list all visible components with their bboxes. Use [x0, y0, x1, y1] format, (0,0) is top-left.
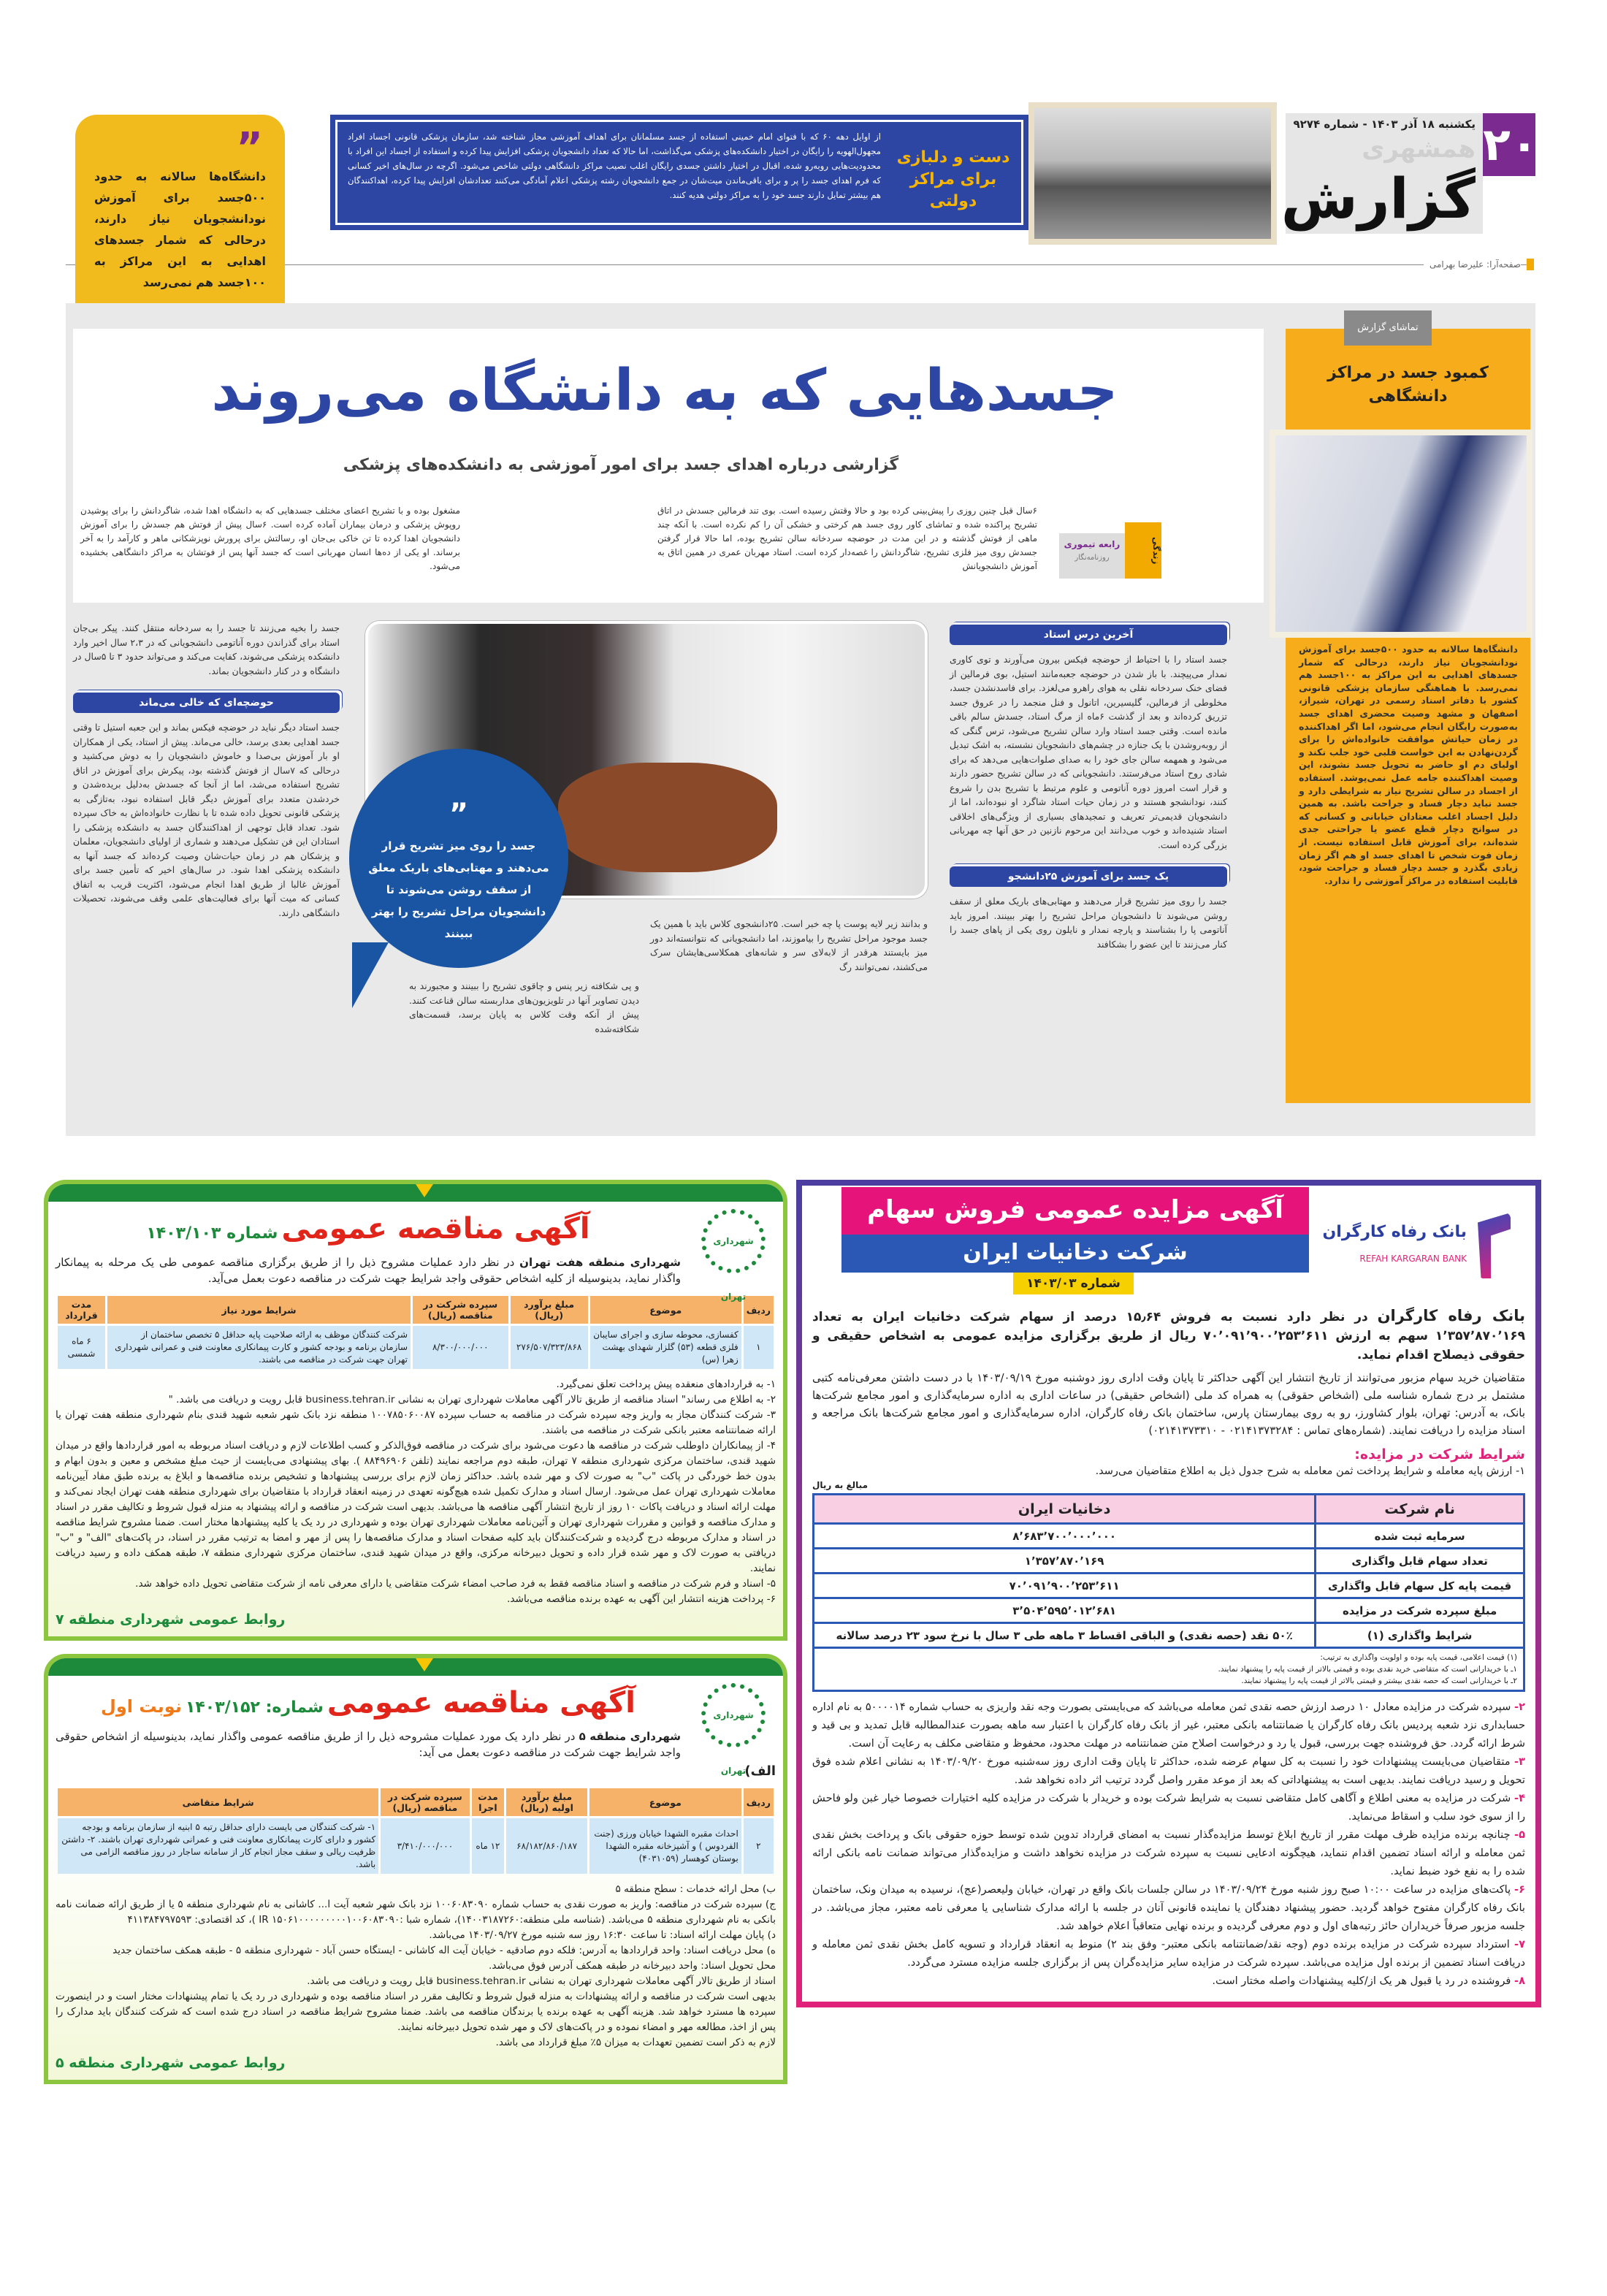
table-row	[814, 1574, 1524, 1598]
column-header: سپرده شرکت در مناقصه (ریال)	[413, 1296, 508, 1324]
bank-logo	[1306, 1213, 1518, 1278]
auction-lead	[812, 1306, 1525, 1365]
section-heading: حوضچه‌ای که خالی می‌ماند	[73, 693, 340, 713]
section-2-text: جسد را روی میز تشریح قرار می‌دهند و مهتابی‌های باریک معلق از سقف روشن می‌شوند تا دانشجویان مراحل تشریح را بهتر ببینند. امروز باید آناتومی پا را بشناسند و پارچه نمدار و نایلون روی یکی از پاهای جسد را کنار می‌زنند تا این عضو را بشکافند	[950, 896, 1227, 950]
article-headline: جسدهایی که به دانشگاه می‌روند	[211, 358, 1118, 424]
table-note: ۲ـ با خریدارانی است که حصه نقدی بیشتر و قیمتی بالاتر از قیمت پایه را پیشنهاد نمایند.	[1241, 1677, 1517, 1685]
table-cell: شرکت کنندگان موظف به ارائه صلاحیت پایه حداقل ۵ تخصص ساختمان از سازمان برنامه و بودجه کشور و کارت پیمانکاری معاونت فنی و عمرانی شهرداری تهران جهت شرکت در مناقصه می باشند.	[107, 1326, 411, 1369]
column-header: نام شرکت	[1316, 1495, 1524, 1524]
column-header: موضوع	[589, 1788, 741, 1816]
auction-title: آگهی مزایده عمومی فروش سهام	[841, 1187, 1309, 1235]
auction-condition	[812, 1789, 1525, 1826]
tender-note: ب) محل ارائه خدمات : سطح منطقه ۵	[615, 1883, 776, 1895]
tender-note: ۱- به قراردادهای منعقده پیش پرداخت تعلق نمی‌گیرد.	[556, 1378, 776, 1390]
column-header: مبلغ برآورد اولیه (ریال)	[506, 1788, 587, 1816]
bank-logo-icon	[1478, 1213, 1511, 1278]
column-header: شرایط متقاضی	[58, 1788, 378, 1816]
tender-intro	[56, 1254, 681, 1286]
bank-name-en: REFAH KARGARAN BANK	[1359, 1254, 1467, 1264]
tender-notes	[56, 1882, 776, 2051]
auction-condition-1: ۱- ارزش پایه معامله و شرایط پرداخت ثمن معامله به شرح جدول ذیل به اطلاع متقاضیان می‌رسد.	[1095, 1465, 1525, 1477]
condition-text: سپرده شرکت در مزایده معادل ۱۰ درصد ارزش حصه نقدی ثمن معامله می‌باشد که می‌بایستی بصورت وجه نقد واریزی به حساب شماره ۵۰۰۰۰۱۴ به نام اداره حسابداری نزد شعبه پردیس بانک رفاه کارگران یا ضمانتنامه بانکی معتبر، غیر از بانک رفاه کارگران با اعتبار سه ماهه بصورت عندالمطالبه قابل تمدید و بی قید و شرط ارائه گردد. حق فروشنده جهت بررسی، قبول یا رد و درخواست اصلاح متن ضمانتنامه در مهلت محدود، محفوظ و متقاضی مکلف به رعایت آن است.	[812, 1701, 1525, 1750]
table-cell: ۱	[744, 1326, 774, 1369]
condition-number: ۵-	[1514, 1828, 1525, 1841]
table-cell: ۳/۴۱۰/۰۰۰/۰۰۰	[381, 1818, 469, 1874]
auction-header	[812, 1186, 1525, 1306]
table-header-row	[814, 1495, 1524, 1524]
teaser-text: از اوایل دهه ۶۰ که با فتوای امام خمینی استفاده از جسد مسلمانان برای اهداف آموزشی مجاز شناخته شد، سازمان پزشکی قانونی اجساد افراد مجهول‌الهویه را رایگان در اختیار دانشکده‌های پزشکی می‌گذاشت، اما حالا که تعداد دانشجویان پزشکی افزایش پیدا کرده و استفاده از اجساد این افراد با محدودیت‌هایی روبه‌رو شده، اقبال در اختیار داشتن جسدی رایگان اغلب نصیب مراکز دانشگاهی دولتی شاخص می‌شود. اگرچه در سال‌های اخیر کسانی که فرم اهدای جسد را پر و برای باقی‌ماندن میت‌شان در جمع دانشجویان رشته پزشکی اعلام آمادگی می‌کنند تعدادشان افزایش پیدا کرده، اهداکنندگان هم بیشتر تمایل دارند جسد خود را به مراکز دولتی هدیه کنند.	[348, 131, 881, 200]
auction-company: شرکت دخانیات ایران	[841, 1235, 1309, 1273]
table-cell: ۱۲ ماه	[472, 1818, 505, 1874]
section-heading: آخرین درس استاد	[950, 625, 1227, 645]
newspaper-brand: همشهری	[1362, 134, 1476, 164]
section-heading: یک جسد برای آموزش ۲۵دانشجو	[950, 866, 1227, 887]
tehran-municipality-logo: شهرداری تهران	[701, 1209, 766, 1273]
row-label: قیمت پایه کل سهام قابل واگذاری	[1316, 1574, 1524, 1598]
column-header: مبلغ برآورد (ریال)	[511, 1296, 588, 1324]
tender-note: ۶- پرداخت هزینه انتشار این آگهی به عهده برنده مناقصه می‌باشد.	[507, 1593, 776, 1605]
column-header: مدت قرارداد	[58, 1296, 105, 1324]
auction-conditions-title: شرایط شرکت در مزایده:	[1354, 1446, 1525, 1462]
issue-date: یکشنبه ۱۸ آذر ۱۴۰۳ - شماره ۹۲۷۴	[1293, 118, 1476, 131]
tender-note: ج) سپرده شرکت در مناقصه: واریز به صورت نقدی به حساب شماره ۱۰۰۶۰۸۳۰۹۰ نزد بانک شهر شعبه آیت ا... کاشانی به نام شهرداری منطقه ۵ یا از طریق ارائه ضمانت نامه بانکی به نام شهرداری منطقه ۵ می‌باشد. (شناسه ملی منطقه:۱۴۰۰۳۱۸۷۲۶۰)، شماره شبا :IR ۱۵۰۶۱۰۰۰۰۰۰۰۰۰۱۰۰۶۰۸۳۰۹۰ )، کد اقتصادی: ۴۱۱۳۸۴۷۹۷۵۹۳	[56, 1899, 776, 1926]
article-column-right	[950, 625, 1227, 951]
table-row	[814, 1598, 1524, 1623]
category-tag: زندگی	[1125, 522, 1161, 579]
auction-condition	[812, 1752, 1525, 1789]
left-col-text: جسد را بخیه می‌زنند تا جسد را به سردخانه منتقل کنند. پیکر بی‌جان استاد برای گذراندن دوره آناتومی دانشجویانی که در ۲،۳ سال اخیر وارد دانشکده پزشکی می‌شوند، کفایت می‌کند و می‌تواند حدود ۳ تا ۵سال در دانشگاه و در کنار دانشجویان بماند.	[73, 622, 340, 676]
table-cell: ۲	[744, 1818, 774, 1874]
table-row	[814, 1549, 1524, 1574]
column-header: ردیف	[744, 1296, 774, 1324]
share-table-notes	[812, 1649, 1525, 1692]
tender-issuer: شهرداری منطقه ۵	[579, 1730, 681, 1743]
bubble-tail	[352, 942, 389, 1008]
auction-conditions	[812, 1698, 1525, 1990]
column-header: مدت اجرا	[472, 1788, 505, 1816]
row-label: سرمایه ثبت شده	[1316, 1524, 1524, 1549]
tender-title-text: آگهی مناقصه عمومی	[327, 1686, 635, 1720]
table-cell: ۲۷۶/۵۰۷/۳۲۳/۸۶۸	[511, 1326, 588, 1369]
tender-note: ه) محل دریافت اسناد: واحد قراردادها به آدرس: فلکه دوم صادقیه - خیابان آیت اله کاشانی - ایستگاه حسن آباد - شهرداری منطقه ۵ - طبقه همکف ساختمان جدید	[112, 1945, 776, 1956]
table-note: ۱ـ با خریدارانی است که متقاضی خرید نقدی بوده و قیمتی بالاتر از قیمت پایه را پیشنهاد نمایند.	[1218, 1665, 1517, 1674]
condition-number: ۴-	[1514, 1792, 1525, 1804]
tender-ad-region-7	[44, 1180, 787, 1641]
condition-text: پاکت‌های مزایده در ساعت ۱۰:۰۰ صبح روز شنبه مورخ ۱۴۰۳/۰۹/۲۴ در سالن جلسات بانک واقع در تهران، خیابان ولیعصر(عج)، نرسیده به میدان ونک، ساختمان بانک رفاه کارگران مفتوح خواهد گردید. حضور پیشنهاد دهندگان یا نماینده قانونی آنان در جلسه با ارائه مدارک شناسایی یا معرفی نامه معتبر، مجاز می‌باشد. در جلسه مزبور صرفاً خریداران حائز رتبه‌های اول و دوم معرفی گردیده و برنده نهایی متعاقباً اعلام خواهد شد.	[812, 1883, 1525, 1932]
column-header: ردیف	[744, 1788, 774, 1816]
tender-note: ۴- از پیمانکاران داوطلب شرکت در مناقصه ها دعوت می‌شود برای شرکت در مناقصه فوق‌الذکر و کسب اطلاعات لازم و دریافت اسناد مربوطه به امور قراردادها واقع در میدان شهید قندی، ساختمان مرکزی شهرداری منطقه ۷ تهران، طبقه دوم مراجعه نمایند (تلفن ۸۸۴۹۶۹۰۶ ). بهای پیشنهادی می‌بایست از حیث مبلغ مشخص و معین و بدون ابهام و بدون خط خوردگی در پاکت "ب" به صورت لاک و مهر شده باشد. حداکثر زمان لازم برای بررسی پیشنهادها و تشخیص برنده مناقصه‌ها و ابلاغ به برنده طبق مفاد آیین‌نامه معاملات شهرداری تهران عمل می‌شود. ارسال اسناد و مدارک تکمیل شده هیچ‌گونه تعهدی در زمینه انعقاد قرارداد با متقاضیان برای شهرداری منطقه هفت تهران ایجاد نمی‌کند و مهلت ارائه اسناد و دریافت پاکات ۱۰ روز از تاریخ انتشار آگهی مناقصه ها می‌باشد. بدیهی است شرکت در مناقصه و ارائه پیشنهاد به منزله قبول شروط و تکالیف مقرر در اسناد و مدارک مناقصه و قوانین و مقررات شهرداری تهران و آئین‌نامه معاملات شهرداری تهران بوده و شهرداری در رد یک یا کلیه پیشنهادها مختار است. ضمنا مشروح شرایط مناقصه در اسناد و مدارک مربوطه درج گردیده و شرکت‌کنندگان باید کلیه صفحات اسناد و مدارک مناقصه‌ها را پس از مهر و امضا به ترتیب مقرر در اسناد، در پاکت‌های "الف" و "ب" دریافتی به صورت لاک و مهر شده قرار داده و تحویل دبیرخانه مرکزی، واقع در میدان شهید قندی، ساختمان مرکزی شهرداری منطقه ۷، طبقه همکف داده و رسید دریافت نمایند.	[56, 1440, 776, 1574]
condition-number: ۶-	[1514, 1883, 1525, 1896]
table-row	[58, 1818, 774, 1874]
row-value: ۸٬۶۸۳٬۷۰۰٬۰۰۰٬۰۰۰	[814, 1524, 1316, 1549]
article-subheadline: گزارشی درباره اهدای جسد برای امور آموزشی به دانشکده‌های پزشکی	[343, 456, 899, 474]
column-header: دخانیات ایران	[814, 1495, 1316, 1524]
table-header-row	[58, 1788, 774, 1816]
row-value: ۷۰٬۰۹۱٬۹۰۰٬۲۵۳٬۶۱۱	[814, 1574, 1316, 1598]
byline	[1059, 533, 1125, 579]
column-header: سپرده شرکت در مناقصه (ریال)	[381, 1788, 469, 1816]
tender-title	[56, 1686, 681, 1720]
article-intro-2	[80, 504, 460, 573]
tender-note: ۵- اسناد و فرم شرکت در مناقصه و اسناد مناقصه فقط به فرد صاحب امضاء شرکت متقاضی یا دارای معرفی نامه از شرکت متقاضی تحویل داده خواهد شد.	[135, 1578, 776, 1590]
tender-footer: روابط عمومی شهرداری منطقه ۵	[56, 2055, 286, 2071]
tender-number: شماره ۱۴۰۳/۱۰۳	[146, 1224, 278, 1243]
table-cell: ۱- شرکت کنندگان می بایست دارای حداقل رتبه ۵ ابنیه از سازمان برنامه و بودجه کشور و دارای کارت پیمانکاری معاونت فنی و عمرانی شهرداری تهران باشند. ۲- داشتن ظرفیت ریالی و سقف مجاز انجام کار از سامانه ساجار در روز مناقصه الزامی می باشد.	[58, 1818, 378, 1874]
table-row	[814, 1524, 1524, 1549]
teaser-box	[330, 115, 1028, 230]
sidebar-title: کمبود جسد در مراکز دانشگاهی	[1327, 364, 1489, 405]
tender-round: نوبت اول	[101, 1696, 182, 1717]
photo-quote-text: جسد را روی میز تشریح قرار می‌دهند و مهتابی‌های باریک معلق از سقف روشن می‌شوند تا دانشجویان مراحل تشریح را بهتر ببینند	[368, 839, 549, 940]
sidebar-text: دانشگاه‌ها سالانه به حدود ۵۰۰جسد برای آموزش نودانشجویان نیاز دارند، درحالی که شمار جسدهای اهدایی به این مراکز به ۱۰۰جسد هم نمی‌رسد. با هماهنگی سازمان پزشکی قانونی کشور با دفاتر اسناد رسمی در تهران، شیراز، اصفهان و مشهد وصیت محضری اهدای جسد به‌صورت رایگان انجام می‌شود، اما اگر اهداکننده در زمان حیاتش موافقت خانواده‌اش را برای گردن‌نهادن به این خواست قلبی خود جلب نکند و اولیای دم او حاضر به تحویل جسد نشوند، این وصیت اهداکننده جامه عمل نمی‌پوشد. استفاده از اجساد در سالن تشریح نیاز به شرایطی دارد و جسد نباید دچار فساد و جراحت باشد. به همین دلیل اجساد اغلب معتادان خیابانی و کسانی که در سوانح دچار قطع عضو یا جراحتی جدی شده‌اند، برای آموزش قابل استفاده نیست. از زمان فوت شخص تا اهدای جسد او هم اگر زمان زیادی بگذرد و جسد دچار فساد و جراحت شود، قابلیت استفاده در مراکز آموزشی را ندارد.	[1299, 644, 1518, 886]
tender-intro	[56, 1728, 681, 1761]
auction-lead-text: در نظر دارد نسبت به فروش ۱۵٫۶۴ درصد از سهام شرکت دخانیات ایران به تعداد ۱٬۳۵۷٬۸۷۰٬۱۶۹ سهم به ارزش ۷۰٬۰۹۱٬۹۰۰٬۲۵۳٬۶۱۱ ریال از طریق برگزاری مزایده عمومی به اشخاص حقیقی و حقوقی ذیصلاح اقدام نماید.	[812, 1310, 1525, 1362]
dissection-room-photo	[1028, 102, 1277, 245]
tender-title	[56, 1212, 681, 1246]
tender-title-text: آگهی مناقصه عمومی	[281, 1212, 590, 1246]
column-header: شرایط مورد نیاز	[107, 1296, 411, 1324]
condition-number: ۲-	[1514, 1701, 1525, 1713]
row-label: مبلغ سپرده شرکت در مزایده	[1316, 1598, 1524, 1623]
left-ads-column	[44, 1180, 787, 2084]
tender-note: بدیهی است شرکت در مناقصه و ارائه پیشنهادات به منزله قبول شروط و تکالیف مقرر در اسناد مناقصه بوده و شهرداری در رد یک یا تمام پیشنهادات مختار است و در اینصورت سپرده ها مسترد خواهد شد. هزینه آگهی به عهده برنده یا برندگان مناقصه می باشد. ضمنا مشروح شرایط مناقصه در اسناد درج شده است که شرکت کنندگان باید مدارک را پس از اخذ، مطالعه مهر و امضاء نموده و در پاکت‌های لاک و مهر شده تحویل دبیرخانه نمایند.	[56, 1991, 776, 2033]
layout-credit: صفحه‌آرا: علیرضا بهرامی	[1424, 259, 1521, 270]
table-row	[58, 1326, 774, 1369]
row-value: ۱٬۳۵۷٬۸۷۰٬۱۶۹	[814, 1549, 1316, 1574]
pull-quote-text: دانشگاه‌ها سالانه به حدود ۵۰۰جسد برای آموزش نودانشجویان نیاز دارند، درحالی که شمار جسدهای اهدایی به این مراکز به ۱۰۰جسد هم نمی‌رسد	[94, 169, 266, 289]
tender-intro-text: در نظر دارد یک مورد عملیات مشروحه ذیل را از طریق مناقصه عمومی واگذار نماید، بدینوسیله از اشخاص حقوقی واجد شرایط جهت شرکت در مناقصه دعوت بعمل می آید:	[56, 1730, 681, 1759]
share-table	[812, 1493, 1525, 1649]
tender-ad-region-5	[44, 1654, 787, 2084]
condition-text: چنانچه برنده مزایده ظرف مهلت مقرر از تاریخ ابلاغ توسط مزایده‌گذار نسبت به امضای قرارداد تدوین شده توسط حوزه حقوقی بانک و پرداخت بخش نقدی ثمن معامله و ارائه اسناد تضمین اقدام ننماید، هیچگونه ادعایی نسبت به سپرده شرکت در مزایده نخواهد داشت و مزایده‌گذار می‌تواند ضمانت نامه بانکی ارائه شده را به نفع خود ضبط نماید.	[812, 1828, 1525, 1877]
condition-text: شرکت در مزایده به معنی اطلاع و آگاهی کامل متقاضی نسبت به شرایط شرکت بوده و خریدار با شرکت در مزایده کلیه اختیارات خصوصا خیار غبن ولو فاحش را از سوی خود سلب و اسقاط می‌نماید.	[812, 1792, 1525, 1823]
author-role: روزنامه‌نگار	[1074, 554, 1110, 562]
tender-note: ۳- شرکت کنندگان مجاز به واریز وجه سپرده شرکت در مناقصه به حساب سپرده ۱۰۰۷۸۵۰۶۰۰۸۷ منطقه نزد بانک شهر شعبه شهید قندی بنام شهرداری منطقه هفت تهران یا ارائه ضمانتنامه معتبر بانکی شرکت در مناقصه می باشند.	[56, 1409, 776, 1436]
condition-number: ۳-	[1514, 1755, 1525, 1768]
tender-note: د) پایان مهلت ارائه اسناد: تا ساعت ۱۶:۳۰ روز سه شنبه مورخ ۱۴۰۳/۰۹/۲۷ می‌باشد.	[429, 1929, 776, 1941]
pull-quote-tab	[75, 115, 285, 312]
tender-notes	[56, 1377, 776, 1607]
sidebar-tag: تماشای گزارش	[1344, 310, 1432, 346]
tender-note: ۲- به اطلاع می رساند" اسناد مناقصه از طریق تالار آگهی معاملات شهرداری تهران به نشانی business.tehran.ir قابل رویت و دریافت می باشد. "	[168, 1394, 776, 1406]
section-title: گزارش	[1280, 166, 1476, 231]
condition-text: فروشنده در رد یا قبول هر یک از/کلیه پیشنهادات واصله مختار است.	[1212, 1975, 1515, 1987]
share-auction-ad	[796, 1180, 1541, 2007]
author-name: رابعه تیموری	[1064, 539, 1121, 549]
tender-issuer: شهرداری منطقه هفت تهران	[519, 1256, 681, 1269]
tehran-municipality-logo: شهرداری تهران	[701, 1683, 766, 1747]
tender-note: محل تحویل اسناد: واحد دبیرخانه در طبقه همکف آدرس فوق می‌باشد.	[489, 1960, 776, 1972]
tender-number: شماره: ۱۴۰۳/۱۵۲	[185, 1698, 324, 1717]
part-label: الف)	[744, 1763, 776, 1779]
table-cell: ۸/۳۰۰/۰۰۰/۰۰۰	[413, 1326, 508, 1369]
quote-icon: ”	[448, 798, 469, 831]
condition-text: متقاضیان می‌بایست پیشنهادات خود را نسبت به کل سهام عرضه شده، حداکثر تا پایان وقت اداری روز سه‌شنبه مورخ ۱۴۰۳/۰۹/۲۰ به نشانی اعلام شده فوق تحویل و رسید دریافت نمایند. بدیهی است به پیشنهاداتی که بعد از موعد مقرر واصل گردد ترتیب اثر داده نخواهد شد.	[812, 1755, 1525, 1786]
tender-note: اسناد از طریق تالار آگهی معاملات شهرداری تهران به نشانی business.tehran.ir قابل رویت و دریافت می باشد.	[307, 1975, 776, 1987]
teaser-title: دست و دلبازی برای مراکز دولتی	[896, 148, 1010, 210]
tender-note: لازم به ذکر است تضمین تعهدات به میزان ۵٪ مبلغ قرارداد می باشد.	[495, 2037, 776, 2048]
under-photo-text-2: و پی شکافته زیر پنس و چاقوی تشریح را ببینند و مجبورند به دیدن تصاویر آنها در تلویزیون‌های مداربسته سالن قناعت کنند. پیش از آنکه وقت کلاس به پایان برسد، قسمت‌های شکافته‌شده	[409, 980, 639, 1034]
auction-condition	[812, 1880, 1525, 1935]
auction-condition	[812, 1826, 1525, 1880]
auction-paragraph: متقاضیان خرید سهام مزبور می‌توانند از تاریخ انتشار این آگهی حداکثر تا پایان وقت اداری روز دوشنبه مورخ ۱۴۰۳/۰۹/۱۹ با در دست داشتن معرفی‌نامه کتبی مشتمل بر درج شماره شناسه ملی (اشخاص حقوقی) به همراه کد ملی (اشخاص حقیقی) در ساعات اداری به اداره سرمایه‌گذاری و امور مجامع شرکت‌ها بانک، به آدرس: تهران، بلوار کشاورز، رو به روی بیمارستان پارس، ساختمان بانک رفاه کارگران، اداره سرمایه‌گذاری و امور مجامع شرکت‌ها بانک مراجعه و اسناد مزایده را دریافت نمایند. (شماره‌های تماس : ۰۲۱۴۱۳۷۳۲۸۴ - ۰۲۱۴۱۳۷۳۳۱۰)	[812, 1371, 1525, 1437]
condition-number: ۷-	[1514, 1938, 1525, 1950]
page-number: ۲۰	[1483, 113, 1535, 176]
section-1-text: جسد استاد را با احتیاط از حوضچه فیکس بیرون می‌آورند و توی کاوری نمدار می‌پیچند. با باز شدن در حوضچه جعبه‌مانند استیل، بوی فرمالین از فضای خنک سردخانه نقلی به هوای راهرو می‌لغزد. برای فاسدنشدن جسد، مخلوطی از فرمالین، گلیسیرین، اتانول و فنل منجمد را در عروق جسد تزریق کرده‌اند و بعد از گذشت ۶ماه از مرگ استاد، جسدش سالم باقی مانده است. وقتی جسد استاد وارد سالن تشریح می‌شود، ترس گنگی که از روبه‌روشدن با یک جنازه در چشم‌های دانشجویان نشسته، به اشک تبدیل می‌شود و همهمه سالن جای خود را به صدای صلوات‌هایی می‌دهد که برای شادی روح استاد می‌فرستند. دانشجویانی که در سالن تشریح حضور دارند و قرار است امروز دوره آناتومی و علوم مرتبط با تشریح بدن را شروع کنند، نودانشجو هستند و در زمان حیات استاد شاگرد او نبوده‌اند، اما از دانشجویان قدیمی‌تر تعریف و تمجیدهای بسیاری از ویژگی‌های اخلاقی استاد شنیده‌اند و خوب می‌دانند این مرحوم نازنین در حق آنها چه مهربانی بزرگی کرده است.	[950, 654, 1227, 850]
quote-icon: ”	[236, 124, 263, 172]
article-column-left	[73, 621, 340, 920]
table-header-row	[58, 1296, 774, 1324]
column-header: موضوع	[590, 1296, 741, 1324]
section-3-text: جسد استاد دیگر نباید در حوضچه فیکس بماند و این جعبه استیل تا وقتی جسد اهدایی بعدی برسد، خالی می‌ماند. پیش از استاد، یکی از همکاران او بار آموزش بی‌صدا و خاموش دانشجویان را به دوش می‌کشید و درحالی که ۷سال از فوتش گذشته بود، پیکرش برای آموزش در اتاق تشریح استفاده می‌شد، اما از آنجا که جسدش به‌دلیل بریده‌شدن و خردشدن متعدد برای آموزش دیگر قابل استفاده نبود، به‌تازگی به پزشکی قانونی تحویل داده شده تا با نظارت خانواده‌اش به خاک سپرده شود. تعداد قابل توجهی از اهداکنندگان جسد به دانشکده پزشکی را استادان این فن تشکیل می‌دهند و شماری از اولیای دانشجویان، معلمان و پزشکان هم در زمان حیات‌شان وصیت کرده‌اند که جسد آنها به دانشکده پزشکی اهدا شود. در سال‌های اخیر که تأمین جسد برای آموزش غالبا از طریق اهدا انجام می‌شود، اکثریت قریب به اتفاق کسانی که میت آنها برای فعالیت‌های علمی وقف می‌شوند، تحصیلات دانشگاهی دارند.	[73, 722, 340, 918]
condition-text: استرداد سپرده شرکت در مزایده برنده دوم (وجه نقد/ضمانتنامه بانکی معتبر- وفق بند ۲) منوط به انعقاد قرارداد و تسویه کامل بخش نقدی ثمن معامله و دریافت اسناد تضمین از برنده اول مزایده می‌باشد. سپرده شرکت در مزایده سایر مزایده‌گران پس از برگزاری جلسه مزایده مسترد می‌گردد.	[812, 1938, 1525, 1969]
amount-unit: مبالغ به ریال	[812, 1480, 869, 1490]
under-photo-text-1: و بدانند زیر لایه پوست پا چه خبر است. ۲۵دانشجوی کلاس باید با همین یک جسد موجود مراحل تشریح را بیاموزند، اما دانشجویانی که نتوانسته‌اند دور میز بایستند هرقدر از لابه‌لای سر و شانه‌های همکلاسی‌هایشان سرک می‌کشند، نمی‌توانند رگ	[650, 918, 928, 972]
row-label: شرایط واگذاری (۱)	[1316, 1623, 1524, 1648]
row-value: ۳٬۵۰۴٬۵۹۵٬۰۱۲٬۶۸۱	[814, 1598, 1316, 1623]
table-note: (۱) قیمت اعلامی، قیمت پایه بوده و اولویت واگذاری به ترتیب:	[1320, 1653, 1517, 1662]
row-value: ۵۰٪ نقد (حصه نقدی) و الباقی اقساط ۳ ماهه طی ۳ سال با نرخ سود ۲۳ درصد سالانه	[814, 1623, 1316, 1648]
photo-quote-bubble	[349, 749, 568, 968]
intro-2-text: مشغول بوده و با تشریح اعضای مختلف جسدهایی که به دانشگاه اهدا شده، شاگردانش را برای پوشیدن روپوش پزشکی و درمان بیماران آماده کرده است. ۶سال پیش از فوتش هم جسدش را برای آموزش دانشجویان اهدا کرده تا تن خاکی بی‌جان او، رسالتش برای پرورش نوپزشکانی ماهر و کارآمد را به آخر برساند. او یکی از ده‌ها انسان مهربانی است که جسد آنها پس از فوتشان به مراکز دانشگاهی بخشیده می‌شود.	[80, 506, 461, 571]
auction-condition	[812, 1972, 1525, 1990]
divider	[66, 264, 1534, 265]
tender-footer: روابط عمومی شهرداری منطقه ۷	[56, 1612, 286, 1628]
auction-condition	[812, 1935, 1525, 1972]
table-cell: ۶۸/۱۸۲/۸۶۰/۱۸۷	[506, 1818, 587, 1874]
sidebar-photo	[1270, 430, 1532, 638]
tender-intro-text: در نظر دارد عملیات مشروح ذیل را از طریق برگزاری مناقصه عمومی طی یک مرحله به پیمانکار واگذار نماید، بدینوسیله از کلیه اشخاص حقوقی واجد شرایط جهت شرکت در مناقصه دعوت بعمل می‌آید.	[56, 1256, 681, 1285]
auction-condition	[812, 1698, 1525, 1752]
article-intro-1: ۶سال قبل چنین روزی را پیش‌بینی کرده بود و حالا وقتش رسیده است. بوی تند فرمالین جسدش در اتاق تشریح پراکنده شده و تماشای کاور روی جسد هم کرختی و خشکی آن را کم نکرده است. با آنکه چند ماهی از فوتش گذشته و در این مدت در حوضچه سردخانه سالن تشریح بوده، اما حالا قرار گرفتن جسدش روی میز فلزی تشریح، شاگردانش را غصه‌دار کرده است. استاد مهربان عمری در همین اتاق به آموزش دانشجویانش	[657, 506, 1037, 571]
auction-number: شماره ۱۴۰۳/۰۳	[1013, 1273, 1134, 1294]
row-label: تعداد سهام قابل واگذاری	[1316, 1549, 1524, 1574]
table-cell: ۶ ماه شمسی	[58, 1326, 105, 1369]
condition-number: ۸-	[1514, 1975, 1525, 1987]
tender-table	[56, 1294, 776, 1371]
table-row	[814, 1623, 1524, 1648]
bank-name-fa: بانک رفاه کارگران	[1322, 1223, 1467, 1241]
table-cell: احداث مقبره الشهدا خیابان ورزی (جنت الفردوس ) و آشپزخانه مقبره الشهدا بوستان کوهسار (۴۰۳۱۰۵۹)	[589, 1818, 741, 1874]
table-cell: کفسازی، محوطه سازی و اجرای سایبان فلزی قطعه (۵۳) گلزار شهدای بهشت زهرا (س)	[590, 1326, 741, 1369]
credit-marker	[1527, 259, 1534, 270]
tender-table	[56, 1786, 776, 1876]
auction-bank: بانک رفاه کارگران	[1377, 1307, 1525, 1324]
